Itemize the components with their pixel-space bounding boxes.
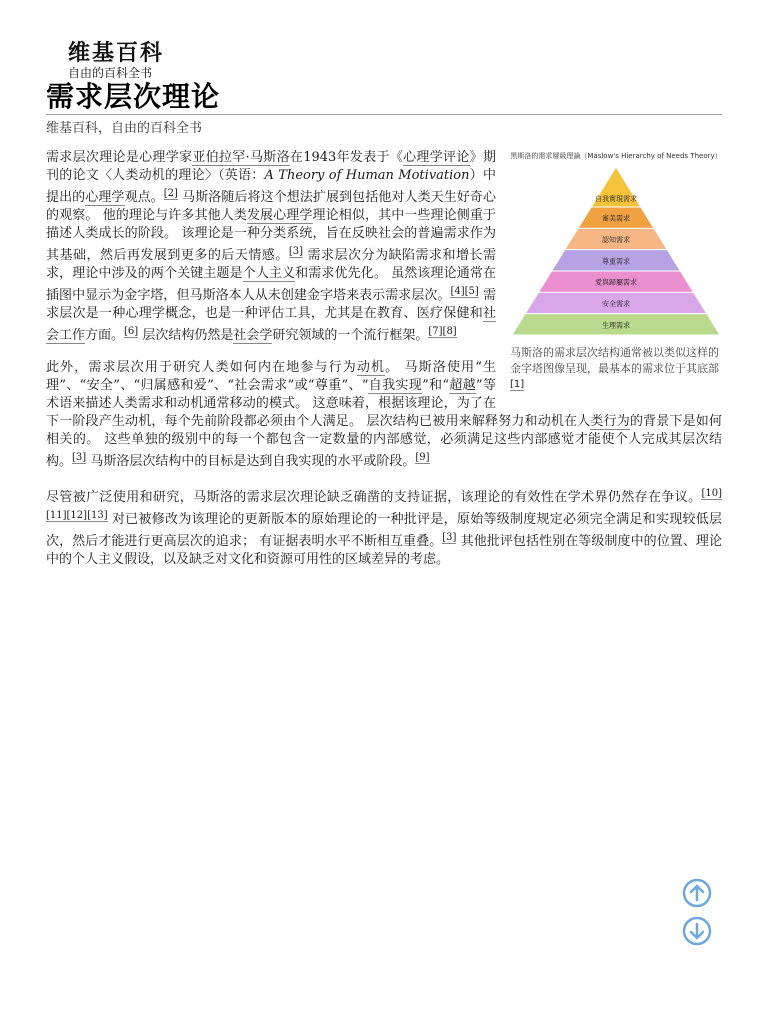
caption-text: 马斯洛的需求层次结构通常被以类似这样的金字塔图像呈现，最基本的需求位于其底部 [510,346,719,375]
wikipedia-logo-title[interactable]: 维基百科 [68,40,165,66]
ref-link[interactable]: [13] [87,510,108,521]
pyramid-level-label: 安全需求 [602,300,630,308]
pyramid-image[interactable] [510,165,722,337]
ref-link[interactable]: [1] [510,379,525,390]
text: 。 马斯洛使用“生理”、“安全”、“归属感和爱”、“社会需求”或“尊重”、“ [46,360,496,393]
text: 需求层次是一种心理学概念，也是一种评估工具，尤其是在教育、医疗保健和 [46,288,496,321]
text: 》期刊的论文〈人类动机的理论〉（英语： [46,150,496,183]
text: 层次结构仍然是 [138,328,234,343]
text: 尽管被广泛使用和研究，马斯洛的需求层次理论缺乏确凿的支持证据，该理论的有效性在学术界仍然存在争议。 [46,490,702,505]
text: 观点。 [124,190,164,205]
ref-link[interactable]: [11] [46,510,67,521]
pyramid-level-label: 尊重需求 [602,257,630,266]
text: ”和“ [422,378,450,393]
ref-link[interactable]: [2] [163,188,178,199]
link-maslow[interactable]: 亚伯拉罕·马斯洛 [192,150,290,165]
text: 马斯洛随后将这个想法扩展到包括他对人类天生好奇心的观察。 他的理论与许多其他人类 [46,190,496,223]
text: ”等术语来描述人类需求和动机通常移动的模式。 这意味着，根据该理论，为了在下一阶段产生动机，每个先前阶段都必须由个人满足。 层次结构已被用来解释努力和动机在人 [46,378,591,429]
ref-link[interactable]: [3] [72,452,87,463]
text: 马斯洛层次结构中的目标是达到自我实现的水平或阶段。 [86,454,416,469]
text: 的背景下是如何相关的。 这些单独的级别中的每一个都包含一定数量的内部感觉，必须满足这些内部感觉才能使个人完成其层次结构。 [46,414,722,469]
ref-link[interactable]: [12] [66,510,88,521]
site-tagline: 维基百科，自由的百科全书 [46,121,203,136]
text: ）中提出的 [46,168,496,205]
text: 需求层次理论是心理学家 [46,150,193,165]
ref-link[interactable]: [4] [450,286,465,297]
arrow-down-circle-icon [682,916,712,946]
ref-link[interactable]: [3] [442,532,457,543]
wikipedia-logo-subtitle: 自由的百科全书 [68,66,153,80]
link-motivation[interactable]: 动机 [356,360,386,375]
link-psychology[interactable]: 心理学 [85,190,125,205]
text: 研究领域的一个流行框架。 [272,328,429,343]
link-self-actualization[interactable]: 自我实现 [368,378,423,393]
link-sociology[interactable]: 社会学 [233,328,273,343]
pyramid-figure [510,151,722,397]
link-psych-review[interactable]: 心理学评论 [403,150,470,165]
ref-link[interactable]: [7] [428,326,443,337]
text: 其他批评包括性别在等级制度中的位置、理论中的个人主义假设，以及缺乏对文化和资源可用性的区域差异的考虑。 [46,534,722,567]
text: 理论相似，其中一些理论侧重于描述人类成长的阶段。 该理论是一种分类系统，旨在反映社会的普遍需求作为其基础，然后再发展到更多的后天情感。 [46,208,496,263]
ref-link[interactable]: [6] [124,326,139,337]
link-social-work[interactable]: 社会工作 [46,306,496,343]
article-page [46,40,722,583]
text: 需求层次分为缺陷需求和增长需求，理论中涉及的两个关键主题是 [46,248,496,281]
title-divider [46,114,722,115]
paragraph-criticism [46,485,722,569]
scroll-down-button[interactable] [682,916,712,946]
link-transcendence[interactable]: 超越 [449,378,476,393]
text: 和需求优先化。 虽然该理论通常在插图中显示为金字塔，但马斯洛本人从未创建金字塔来表示需求层次。 [46,266,496,303]
pyramid-level-label: 自我實現需求 [595,195,637,203]
ref-link[interactable]: [5] [464,286,479,297]
pyramid-level-label: 審美需求 [602,214,630,223]
text: 方面。 [85,328,125,343]
text: 此外，需求层次用于研究人类如何内在地参与行为 [46,360,357,375]
scroll-up-button[interactable] [682,878,712,908]
ref-link[interactable]: [10] [701,488,722,499]
pyramid-level-label: 愛與歸屬需求 [595,278,637,287]
link-human-behavior[interactable]: 类行为 [590,414,630,429]
text: 对已被修改为该理论的更新版本的原始理论的一种批评是，原始等级制度规定必须完全满足和实现较低层次，然后才能进行更高层次的追求； 有证据表明水平不断相互重叠。 [46,512,722,549]
text: 在1943年发表于《 [289,150,404,165]
ref-link[interactable]: [3] [288,246,303,257]
page-title: 需求层次理论 [46,80,221,113]
link-developmental-psychology[interactable]: 发展心理学 [246,208,313,223]
figure-title: 黑斯洛的需求層級理論（Maslow's Hierarchy of Needs Theory） [510,152,722,160]
pyramid-level-label: 生理需求 [602,321,630,330]
link-individualism[interactable]: 个人主义 [242,266,296,281]
ref-link[interactable]: [8] [442,326,457,337]
english-title: A Theory of Human Motivation [264,168,470,183]
figure-caption [510,345,722,397]
arrow-up-circle-icon [682,878,712,908]
pyramid-level-label: 認知需求 [602,236,630,244]
ref-link[interactable]: [9] [415,452,430,463]
